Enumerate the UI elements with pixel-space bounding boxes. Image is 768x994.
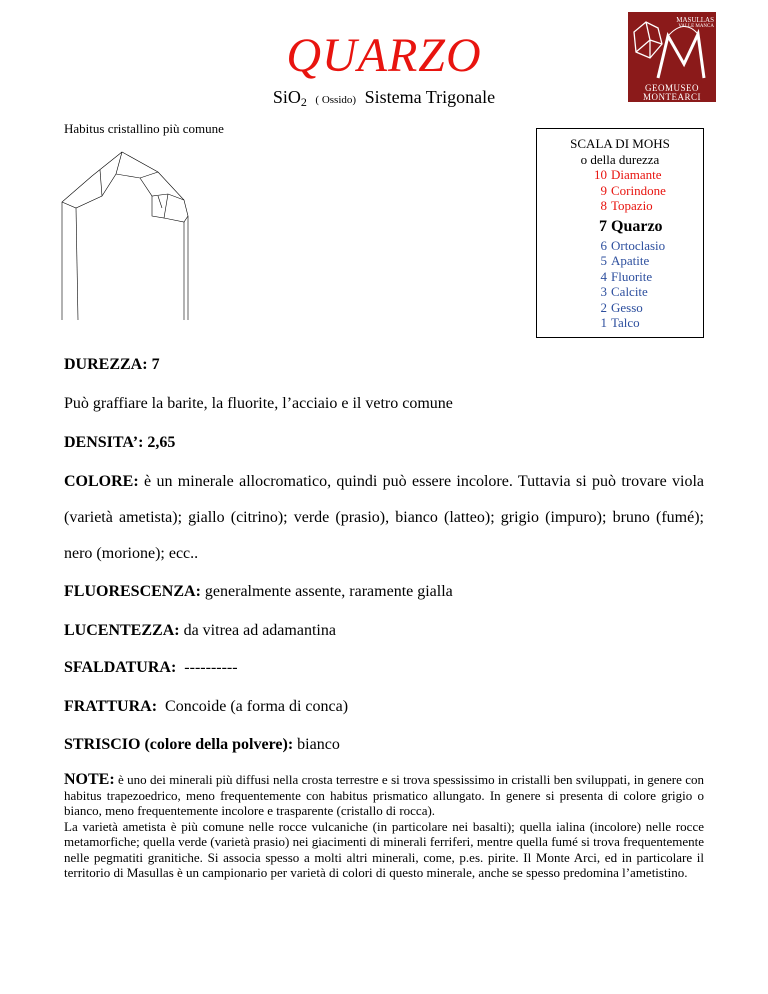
mohs-list [537, 167, 703, 331]
mohs-item: 5 Apatite [600, 253, 650, 268]
mohs-subtitle: o della durezza [580, 151, 660, 167]
mohs-title: SCALA DI MOHS [570, 136, 670, 151]
formula-class: ( Ossido) [315, 94, 357, 106]
densita-heading: DENSITA’: 2,65 [64, 434, 176, 451]
colore-text: è un minerale allocromatico, quindi può essere incolore. Tuttavia si può trovare viola (varietà ametista); giallo (citrino); verde (prasio), bianco (latteo); grigio (impuro); bruno (fumé); nero (morione); ecc.. [64, 473, 704, 562]
note-label: NOTE: [64, 771, 115, 788]
frattura-section [64, 697, 704, 717]
mohs-item: 9 Corindone [600, 182, 666, 198]
frattura-label: FRATTURA: [64, 698, 158, 715]
mohs-item: 6 Ortoclasio [600, 237, 666, 253]
colore-section [64, 464, 704, 572]
mohs-item-current: 7 Quarzo [599, 217, 663, 235]
mohs-scale-box [536, 128, 704, 338]
quartz-crystal-drawing [60, 148, 196, 324]
graffiare-text: Può graffiare la barite, la fluorite, l’acciaio e il vetro comune [64, 395, 453, 412]
logo-top-line1: MASULLAS [676, 16, 714, 24]
note-paragraph-1: NOTE: è uno dei minerali più diffusi nella crosta terrestre e si trova spessissimo in cristalli ben sviluppati, in genere con habitus trapezoedrico, meno frequentemente con habitus prismatico allungato. In genere si presenta di colore grigio o bianco, meno frequentemente incolore e trasparente (cristallo di rocca). [64, 771, 704, 818]
sfaldatura-text: ---------- [184, 659, 238, 676]
mohs-item: 4 Fluorite [600, 268, 653, 284]
note-section [64, 772, 704, 881]
logo-top-line2: VALLE MANCA [678, 24, 714, 29]
sfaldatura-label: SFALDATURA: [64, 659, 177, 676]
durezza-heading: DUREZZA: 7 [64, 356, 160, 373]
lucentezza-section [64, 621, 704, 641]
frattura-text: Concoide (a forma di conca) [165, 698, 349, 715]
fluorescenza-section [64, 582, 704, 602]
logo-line2: MONTEARCI [643, 92, 701, 102]
geomuseo-logo [628, 12, 716, 102]
mohs-item: 1 Talco [600, 315, 640, 330]
mohs-item: 2 Gesso [600, 299, 643, 315]
mohs-item: 3 Calcite [600, 284, 648, 299]
crystal-system: Sistema Trigonale [364, 87, 496, 107]
striscio-text: bianco [297, 736, 340, 753]
formula: SiO$_2$ [272, 87, 307, 109]
mohs-item: 10 Diamante [594, 167, 662, 182]
note-paragraph-2: La varietà ametista è più comune nelle rocce vulcaniche (in particolare nei basalti); quella ialina (incolore) nelle rocce metamorfiche; quella verde (varietà prasio) nei giacimenti di minerali ferriferi, mentre quella fumé si trova frequentemente nelle pegmatiti granitiche. Si associa spesso a molti altri minerali, come, p.es. pirite. Il Monte Arci, ed in particolare il territorio di Masullas è un campionario per varietà di colori di questo minerale, anche se spesso predomina l’ametistino. [64, 818, 704, 880]
mohs-item: 8 Topazio [600, 198, 653, 213]
colore-label: COLORE: [64, 473, 139, 490]
page-title: QUARZO [286, 29, 482, 82]
fluorescenza-label: FLUORESCENZA: [64, 583, 201, 600]
striscio-section [64, 735, 704, 755]
fluorescenza-text: generalmente assente, raramente gialla [204, 583, 453, 600]
striscio-label: STRISCIO (colore della polvere): [64, 736, 294, 753]
lucentezza-text: da vitrea ad adamantina [183, 622, 336, 639]
sfaldatura-section [64, 658, 704, 678]
lucentezza-label: LUCENTEZZA: [64, 622, 180, 639]
logo-line1: GEOMUSEO [644, 83, 699, 93]
habitus-label: Habitus cristallino più comune [64, 121, 224, 136]
